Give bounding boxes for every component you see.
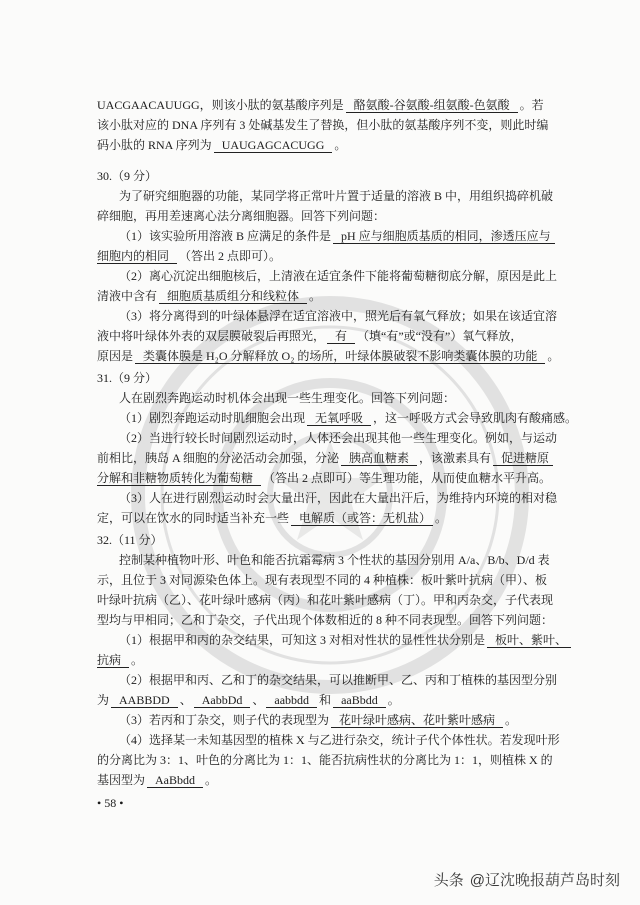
- answer-blank: aabbdd: [266, 693, 317, 708]
- line-text: 型均与甲相同；乙和丁杂交，子代出现个体数相近的 8 种不同表现型。回答下列问题：: [97, 613, 554, 627]
- line-text: 碎细胞，再用差速离心法分离细胞器。回答下列问题：: [97, 209, 386, 223]
- line-text: （1）剧烈奔跑运动时肌细胞会出现: [119, 411, 306, 425]
- line-text: 该小肽对应的 DNA 序列有 3 处碱基发生了替换，但小肽的氨基酸序列不变，则此时编: [97, 118, 549, 132]
- text-line: [97, 730, 567, 750]
- answer-blank: AabbDd: [194, 693, 251, 708]
- text-line: [97, 408, 578, 428]
- answer-blank: 花叶绿叶感病、花叶紫叶感病: [331, 713, 503, 728]
- line-text: 前相比，胰岛 A 细胞的分泌活动会加强，分泌: [97, 451, 340, 465]
- text-line: [97, 206, 567, 226]
- line-text: 。若: [519, 98, 544, 112]
- line-text: 的分离比为 3：1、叶色的分离比为 1：1、能否抗病性状的分离比为 1：1，则植株 X 的: [97, 753, 553, 767]
- text-line: [97, 650, 567, 670]
- line-text: 。: [309, 289, 322, 303]
- line-text: UACGAACAUUGG，则该小肽的氨基酸序列是: [97, 98, 344, 112]
- line-text: （答出 2 点即可）等生理功能，从而使血糖水平升高。: [263, 471, 552, 485]
- line-text: （3）若丙和丁杂交，则子代的表现型为: [119, 713, 330, 727]
- line-text: （1）该实验所用溶液 B 应满足的条件是: [119, 229, 332, 243]
- line-text: 。: [547, 349, 560, 363]
- line-text: 液中将叶绿体外表的双层膜破裂后再照光，: [97, 329, 326, 343]
- answer-blank: 板叶、紫叶、: [487, 633, 571, 648]
- text-line: [97, 306, 567, 326]
- question-heading: 30.（9 分）: [97, 169, 158, 183]
- answer-blank: 无氧呼吸: [307, 411, 371, 426]
- answer-blank: 胰高血糖素: [341, 451, 417, 466]
- text-line: [97, 630, 567, 650]
- line-text: 为: [97, 693, 110, 707]
- text-line: [97, 508, 567, 528]
- line-text: （1）根据甲和丙的杂交结果，可知这 3 对相对性状的显性性状分别是: [119, 633, 486, 647]
- line-text: 。: [387, 693, 400, 707]
- line-text: 、: [179, 693, 192, 707]
- line-text: （2）离心沉淀出细胞核后，上清液在适宜条件下能将葡萄糖彻底分解，原因是此上: [119, 269, 558, 283]
- answer-blank: 抗病: [97, 653, 129, 668]
- text-line: [97, 226, 567, 246]
- answer-blank: 有: [327, 329, 355, 344]
- text-line: [97, 266, 567, 286]
- line-text: 清液中含有: [97, 289, 158, 303]
- text-line: [97, 590, 567, 610]
- text-line: [97, 286, 567, 306]
- text-line: [97, 115, 567, 135]
- text-line: [97, 570, 567, 590]
- text-line: [97, 388, 567, 408]
- line-text: （3）将分离得到的叶绿体悬浮在适宜溶液中，照光后有氧气释放；如果在该适宜溶: [119, 309, 558, 323]
- source-watermark: [434, 870, 620, 892]
- section-q29-continued: [97, 95, 567, 155]
- section-q32: [97, 530, 567, 790]
- text-line: [97, 610, 567, 630]
- text-line: [97, 135, 567, 155]
- line-text: 。: [205, 773, 218, 787]
- line-text: ，这一呼吸方式会导致肌肉有酸痛感。: [373, 411, 578, 425]
- text-line: [97, 770, 567, 790]
- line-text: 基因型为: [97, 773, 146, 787]
- section-q31: [97, 368, 578, 528]
- exam-answer-page: [97, 95, 578, 790]
- line-text: 。: [505, 713, 518, 727]
- line-text: 原因是: [97, 349, 134, 363]
- line-text: 示，且位于 3 对同源染色体上。现有表现型不同的 4 种植株：板叶紫叶抗病（甲）、板: [97, 573, 548, 587]
- text-line: [97, 750, 567, 770]
- question-heading: 31.（9 分）: [97, 371, 158, 385]
- answer-blank: 促进糖原: [493, 451, 553, 466]
- line-text: ，该激素具有: [419, 451, 492, 465]
- line-text: （填“有”或“没有”）氧气释放，: [357, 329, 523, 343]
- text-line: [97, 710, 567, 730]
- line-text: （3）人在进行剧烈运动时会大量出汗，因此在大量出汗后，为维持内环境的相对稳: [119, 491, 558, 505]
- answer-blank: pH 应与细胞质基质的相同，渗透压应与: [333, 229, 555, 244]
- line-text: 。: [435, 511, 448, 525]
- section-q30: [97, 166, 567, 366]
- text-line: [97, 346, 567, 366]
- answer-blank: AABBDD: [111, 693, 178, 708]
- answer-blank: UAUGAGCACUGG: [214, 138, 333, 153]
- answer-blank: 分解和非糖物质转化为葡萄糖: [97, 471, 261, 486]
- line-text: （2）当进行较长时间剧烈运动时，人体还会出现其他一些生理变化。例如，与运动: [119, 431, 558, 445]
- text-line: [97, 468, 567, 488]
- line-text: 人在剧烈奔跑运动时机体会出现一些生理变化。回答下列问题：: [119, 391, 456, 405]
- line-text: 、: [252, 693, 265, 707]
- answer-blank: AaBbdd: [147, 773, 203, 788]
- answer-blank: 酪氨酸-谷氨酸-组氨酸-色氨酸: [346, 98, 518, 113]
- platform-name: 头条: [433, 872, 464, 889]
- text-line: [97, 448, 567, 468]
- page-number: • 58 •: [97, 796, 124, 810]
- answer-blank: 类囊体膜是 H₂O 分解释放 O₂ 的场所，叶绿体膜破裂不影响类囊体膜的功能: [135, 349, 545, 364]
- text-line: [97, 246, 567, 266]
- question-heading: 32.（11 分）: [97, 533, 163, 547]
- line-text: 定，可以在饮水的同时适当补充一些: [97, 511, 290, 525]
- text-line: [97, 326, 567, 346]
- text-line: [97, 670, 567, 690]
- answer-blank: aaBbdd: [333, 693, 386, 708]
- text-line: [97, 550, 567, 570]
- answer-blank: 细胞质基质组分和线粒体: [159, 289, 307, 304]
- line-text: （答出 2 点即可）。: [179, 249, 282, 263]
- line-text: 叶绿叶抗病（乙）、花叶绿叶感病（丙）和花叶紫叶感病（丁）。甲和丙杂交，子代表现: [97, 593, 554, 607]
- text-line: [97, 488, 567, 508]
- line-text: 。: [131, 653, 144, 667]
- line-text: 。: [334, 138, 347, 152]
- text-line: [97, 186, 567, 206]
- line-text: 码小肽的 RNA 序列为: [97, 138, 212, 152]
- answer-blank: 电解质（或答：无机盐）: [291, 511, 433, 526]
- line-text: 和: [319, 693, 332, 707]
- account-handle: @辽沈晚报葫芦岛时刻: [469, 872, 620, 889]
- answer-blank: 细胞内的相同: [97, 249, 177, 264]
- line-text: （4）选择某一未知基因型的植株 X 与乙进行杂交，统计子代个体性状。若发现叶形: [119, 733, 560, 747]
- text-line: [97, 428, 567, 448]
- text-line: [97, 95, 567, 115]
- line-text: 控制某种植物叶形、叶色和能否抗霜霉病 3 个性状的基因分别用 A/a、B/b、D/d 表: [119, 553, 550, 567]
- line-text: 为了研究细胞器的功能，某同学将正常叶片置于适量的溶液 B 中，用组织捣碎机破: [119, 189, 554, 203]
- text-line: [97, 690, 567, 710]
- line-text: （2）根据甲和丙、乙和丁的杂交结果，可以推断甲、乙、丙和丁植株的基因型分别: [119, 673, 558, 687]
